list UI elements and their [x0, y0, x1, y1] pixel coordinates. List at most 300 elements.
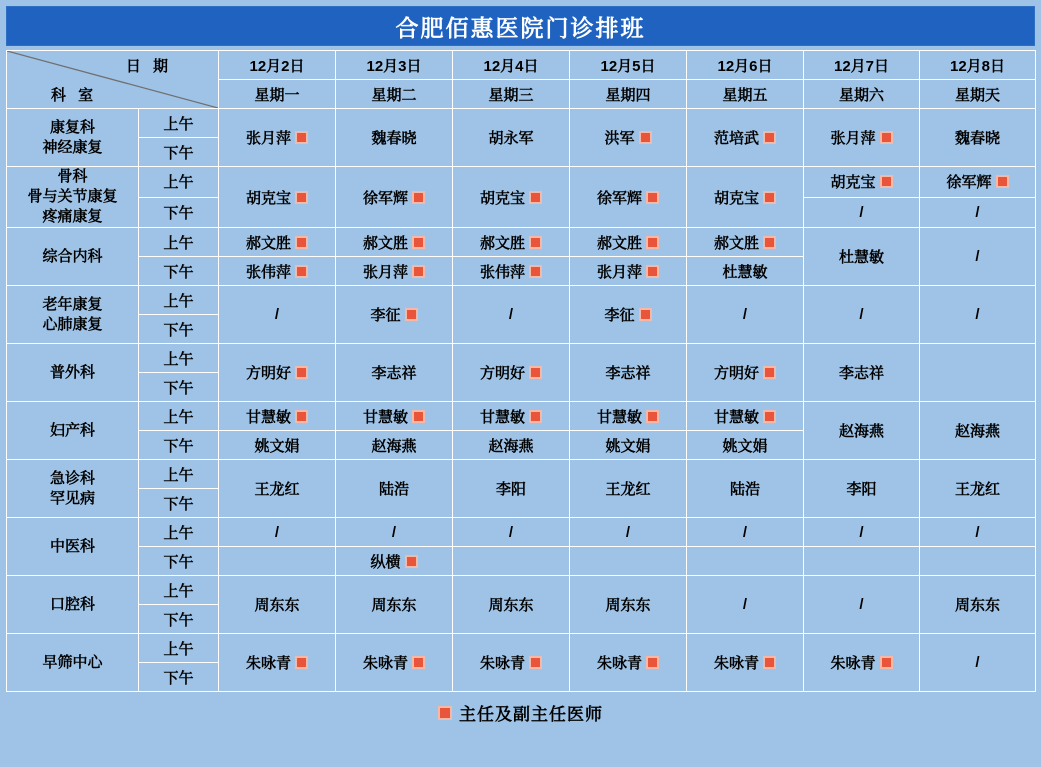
slot-6-6 — [920, 460, 1036, 518]
dept-line: 急诊科 — [49, 469, 95, 487]
table-row — [7, 109, 1036, 138]
doctor-name: 甘慧敏 — [245, 408, 291, 426]
slot-content — [254, 435, 299, 456]
shift-am-7: 上午 — [139, 518, 219, 547]
senior-doctor-dot-icon — [529, 191, 542, 204]
slot-content — [597, 406, 659, 427]
slot-pm-7-3 — [570, 547, 687, 576]
slot-content — [714, 127, 776, 148]
slot-2-6 — [920, 228, 1036, 286]
dept-line: 罕见病 — [49, 489, 95, 507]
doctor-name: 徐军辉 — [362, 189, 408, 207]
dept-line: 口腔科 — [49, 595, 95, 613]
slot-content: / — [274, 306, 280, 323]
doctor-name: 杜慧敏 — [722, 263, 768, 281]
doctor-name: 甘慧敏 — [713, 408, 759, 426]
doctor-name: 王龙红 — [954, 481, 1000, 498]
dept-label-4 — [7, 344, 139, 402]
col-date-4: 12月6日 — [687, 51, 804, 80]
doctor-name: 甘慧敏 — [479, 408, 525, 426]
slot-am-7-2 — [453, 518, 570, 547]
slot-8-0 — [219, 576, 336, 634]
slot-content — [363, 406, 425, 427]
slot-content — [604, 127, 651, 148]
senior-doctor-dot-icon — [529, 236, 542, 249]
header-row-date — [7, 51, 1036, 80]
doctor-name: 周东东 — [954, 597, 1000, 614]
slot-5-6 — [920, 402, 1036, 460]
slot-content — [246, 127, 308, 148]
shift-am-3: 上午 — [139, 286, 219, 315]
senior-doctor-dot-icon — [646, 236, 659, 249]
slot-content: / — [859, 596, 864, 613]
slot-content — [363, 652, 425, 673]
dept-label-6 — [7, 460, 139, 518]
slot-1-0 — [219, 167, 336, 228]
doctor-name: 赵海燕 — [838, 423, 884, 440]
slot-content — [846, 478, 876, 499]
doctor-name: 周东东 — [488, 597, 534, 614]
col-date-6: 12月8日 — [920, 51, 1036, 80]
slot-pm-2-2 — [453, 257, 570, 286]
corner-date-label: 日 期 — [125, 58, 172, 75]
slot-8-3 — [570, 576, 687, 634]
slot-content — [839, 246, 884, 267]
senior-doctor-dot-icon — [763, 236, 776, 249]
senior-doctor-dot-icon — [412, 656, 425, 669]
doctor-name: 杜慧敏 — [838, 249, 884, 266]
col-day-6: 星期天 — [920, 80, 1036, 109]
shift-pm-0: 下午 — [139, 138, 219, 167]
slot-content: / — [859, 306, 864, 323]
senior-doctor-dot-icon — [405, 308, 418, 321]
slot-content — [955, 478, 1000, 499]
slot-4-6 — [920, 344, 1036, 402]
col-date-5: 12月7日 — [804, 51, 920, 80]
slot-3-2 — [453, 286, 570, 344]
slot-content — [604, 304, 651, 325]
senior-doctor-dot-icon — [295, 410, 308, 423]
slot-9-2 — [453, 634, 570, 692]
shift-pm-1: 下午 — [139, 197, 219, 228]
slot-content — [946, 171, 1008, 192]
slot-pm-7-4 — [687, 547, 804, 576]
slot-3-1 — [336, 286, 453, 344]
doctor-name: 周东东 — [254, 597, 300, 614]
doctor-name: 郝文胜 — [713, 234, 759, 252]
slot-content — [605, 478, 650, 499]
doctor-name: 张月萍 — [596, 263, 642, 281]
slot-content — [714, 187, 776, 208]
slot-content — [597, 652, 659, 673]
col-date-2: 12月4日 — [453, 51, 570, 80]
slot-0-2 — [453, 109, 570, 167]
slot-am-7-0 — [219, 518, 336, 547]
slot-9-6 — [920, 634, 1036, 692]
slot-content — [480, 261, 542, 282]
doctor-name: 张月萍 — [245, 130, 291, 147]
dept-line: 妇产科 — [49, 421, 95, 439]
col-day-1: 星期二 — [336, 80, 453, 109]
table-row — [7, 402, 1036, 431]
doctor-name: 张月萍 — [362, 263, 408, 281]
slot-6-0 — [219, 460, 336, 518]
doctor-name: 徐军辉 — [596, 189, 642, 207]
slot-content — [371, 435, 416, 456]
slot-3-5 — [804, 286, 920, 344]
slot-9-4 — [687, 634, 804, 692]
slot-am-5-0 — [219, 402, 336, 431]
table-row — [7, 518, 1036, 547]
doctor-name: 魏春晓 — [954, 130, 1000, 147]
slot-content — [246, 187, 308, 208]
dept-label-3 — [7, 286, 139, 344]
slot-content — [488, 127, 533, 148]
doctor-name: 郝文胜 — [245, 234, 291, 252]
slot-content — [605, 594, 650, 615]
slot-pm-5-0 — [219, 431, 336, 460]
page-title: 合肥佰惠医院门诊排班 — [6, 6, 1035, 46]
slot-content: / — [508, 523, 514, 541]
slot-6-1 — [336, 460, 453, 518]
slot-6-4 — [687, 460, 804, 518]
doctor-name: 纵横 — [370, 553, 401, 571]
slot-am-7-4 — [687, 518, 804, 547]
slot-am-2-2 — [453, 228, 570, 257]
slot-4-2 — [453, 344, 570, 402]
slot-content — [246, 406, 308, 427]
slot-4-3 — [570, 344, 687, 402]
slot-content — [714, 652, 776, 673]
doctor-name: 周东东 — [605, 597, 651, 614]
doctor-name: 胡克宝 — [245, 189, 291, 207]
doctor-name: 张月萍 — [830, 130, 876, 147]
doctor-name: 朱咏青 — [245, 655, 291, 672]
slot-content — [714, 362, 776, 383]
slot-content — [830, 127, 892, 148]
shift-pm-2: 下午 — [139, 257, 219, 286]
slot-content — [955, 127, 1000, 148]
doctor-name: 朱咏青 — [713, 655, 759, 672]
slot-pm-5-2 — [453, 431, 570, 460]
slot-content — [246, 362, 308, 383]
table-row — [7, 547, 1036, 576]
senior-doctor-dot-icon — [412, 191, 425, 204]
slot-content — [830, 652, 892, 673]
doctor-name: 方明好 — [479, 365, 525, 382]
dept-line: 骨科 — [57, 168, 88, 185]
table-row — [7, 460, 1036, 489]
dept-line: 疼痛康复 — [42, 208, 103, 225]
schedule-table — [6, 50, 1036, 692]
slot-content — [605, 435, 650, 456]
slot-content: / — [859, 523, 864, 541]
slot-pm-1-6 — [920, 197, 1036, 228]
senior-doctor-dot-icon — [529, 410, 542, 423]
doctor-name: 陆浩 — [729, 481, 760, 498]
slot-0-1 — [336, 109, 453, 167]
slot-content — [722, 261, 767, 282]
slot-am-5-2 — [453, 402, 570, 431]
senior-doctor-dot-icon — [996, 175, 1009, 188]
slot-content: / — [742, 523, 748, 541]
slot-am-2-0 — [219, 228, 336, 257]
slot-8-6 — [920, 576, 1036, 634]
slot-content — [371, 362, 416, 383]
doctor-name: 李志祥 — [838, 365, 884, 382]
slot-am-1-5 — [804, 167, 920, 198]
doctor-name: 朱咏青 — [362, 655, 408, 672]
col-day-0: 星期一 — [219, 80, 336, 109]
slot-8-1 — [336, 576, 453, 634]
dept-label-5 — [7, 402, 139, 460]
doctor-name: 王龙红 — [605, 481, 651, 498]
col-day-3: 星期四 — [570, 80, 687, 109]
slot-5-5 — [804, 402, 920, 460]
slot-am-7-3 — [570, 518, 687, 547]
dept-label-1 — [7, 167, 139, 228]
slot-content — [597, 261, 659, 282]
corner-header — [7, 51, 219, 109]
doctor-name: 胡克宝 — [830, 174, 876, 192]
slot-content — [605, 362, 650, 383]
shift-am-8: 上午 — [139, 576, 219, 605]
slot-1-1 — [336, 167, 453, 228]
slot-content — [480, 232, 542, 253]
doctor-name: 甘慧敏 — [596, 408, 642, 426]
slot-am-2-3 — [570, 228, 687, 257]
slot-content — [955, 420, 1000, 441]
slot-8-2 — [453, 576, 570, 634]
senior-doctor-dot-icon — [412, 236, 425, 249]
slot-3-4 — [687, 286, 804, 344]
slot-4-1 — [336, 344, 453, 402]
slot-pm-7-6 — [920, 547, 1036, 576]
doctor-name: 朱咏青 — [830, 655, 876, 672]
slot-am-7-5 — [804, 518, 920, 547]
senior-doctor-dot-icon — [763, 656, 776, 669]
slot-content — [488, 435, 533, 456]
slot-content — [955, 594, 1000, 615]
dept-line: 普外科 — [49, 363, 95, 381]
shift-pm-4: 下午 — [139, 373, 219, 402]
slot-content — [488, 594, 533, 615]
senior-doctor-dot-icon — [646, 191, 659, 204]
dept-label-0 — [7, 109, 139, 167]
slot-9-5 — [804, 634, 920, 692]
doctor-name: 李阳 — [846, 481, 877, 498]
slot-content: / — [975, 523, 980, 541]
doctor-name: 胡克宝 — [713, 189, 759, 207]
slot-content — [371, 594, 416, 615]
slot-pm-2-4 — [687, 257, 804, 286]
shift-am-4: 上午 — [139, 344, 219, 373]
slot-1-4 — [687, 167, 804, 228]
slot-content — [371, 127, 416, 148]
doctor-name: 姚文娟 — [254, 437, 300, 455]
table-row — [7, 167, 1036, 198]
table-row — [7, 228, 1036, 257]
col-date-3: 12月5日 — [570, 51, 687, 80]
senior-doctor-dot-icon — [295, 366, 308, 379]
shift-am-5: 上午 — [139, 402, 219, 431]
doctor-name: 甘慧敏 — [362, 408, 408, 426]
slot-0-4 — [687, 109, 804, 167]
slot-content — [254, 594, 299, 615]
slot-content — [480, 652, 542, 673]
corner-dept-label: 科 室 — [51, 87, 98, 104]
doctor-name: 赵海燕 — [954, 423, 1000, 440]
senior-doctor-dot-icon — [295, 236, 308, 249]
table-row — [7, 576, 1036, 605]
slot-content: / — [274, 523, 280, 541]
senior-doctor-dot-icon — [529, 656, 542, 669]
slot-pm-7-5 — [804, 547, 920, 576]
senior-doctor-dot-icon — [412, 410, 425, 423]
slot-content — [830, 171, 892, 192]
dept-line: 老年康复 — [42, 295, 103, 313]
senior-doctor-dot-icon — [880, 131, 893, 144]
slot-content — [246, 232, 308, 253]
slot-content — [597, 232, 659, 253]
slot-3-6 — [920, 286, 1036, 344]
slot-0-0 — [219, 109, 336, 167]
legend-dot-icon — [438, 706, 452, 720]
doctor-name: 郝文胜 — [362, 234, 408, 252]
slot-content: / — [391, 523, 397, 541]
slot-4-5 — [804, 344, 920, 402]
slot-6-3 — [570, 460, 687, 518]
slot-0-3 — [570, 109, 687, 167]
slot-content — [246, 261, 308, 282]
shift-am-0: 上午 — [139, 109, 219, 138]
senior-doctor-dot-icon — [529, 366, 542, 379]
doctor-name: 李志祥 — [605, 365, 651, 382]
slot-9-0 — [219, 634, 336, 692]
doctor-name: 李征 — [370, 307, 401, 324]
senior-doctor-dot-icon — [295, 191, 308, 204]
senior-doctor-dot-icon — [763, 131, 776, 144]
slot-content — [839, 362, 884, 383]
senior-doctor-dot-icon — [639, 131, 652, 144]
col-day-2: 星期三 — [453, 80, 570, 109]
senior-doctor-dot-icon — [639, 308, 652, 321]
senior-doctor-dot-icon — [412, 265, 425, 278]
senior-doctor-dot-icon — [295, 265, 308, 278]
slot-am-7-6 — [920, 518, 1036, 547]
doctor-name: 朱咏青 — [479, 655, 525, 672]
doctor-name: 王龙红 — [254, 481, 300, 498]
slot-content — [363, 261, 425, 282]
shift-pm-5: 下午 — [139, 431, 219, 460]
slot-pm-5-1 — [336, 431, 453, 460]
slot-9-1 — [336, 634, 453, 692]
slot-pm-7-0 — [219, 547, 336, 576]
slot-2-5 — [804, 228, 920, 286]
slot-am-2-4 — [687, 228, 804, 257]
doctor-name: 洪军 — [604, 130, 635, 147]
dept-label-8 — [7, 576, 139, 634]
slot-content — [714, 232, 776, 253]
slot-1-2 — [453, 167, 570, 228]
slot-4-0 — [219, 344, 336, 402]
slot-content: / — [859, 203, 864, 221]
slot-8-4 — [687, 576, 804, 634]
slot-content: / — [975, 306, 980, 323]
dept-label-9 — [7, 634, 139, 692]
slot-content — [363, 232, 425, 253]
table-row — [7, 344, 1036, 373]
slot-pm-1-5 — [804, 197, 920, 228]
senior-doctor-dot-icon — [763, 191, 776, 204]
slot-content: / — [975, 654, 980, 671]
doctor-name: 郝文胜 — [596, 234, 642, 252]
slot-4-4 — [687, 344, 804, 402]
dept-line: 综合内科 — [42, 247, 103, 265]
senior-doctor-dot-icon — [880, 175, 893, 188]
shift-pm-8: 下午 — [139, 605, 219, 634]
slot-0-6 — [920, 109, 1036, 167]
slot-pm-5-4 — [687, 431, 804, 460]
slot-content — [363, 187, 425, 208]
slot-content — [839, 420, 884, 441]
table-row — [7, 286, 1036, 315]
slot-am-5-4 — [687, 402, 804, 431]
doctor-name: 徐军辉 — [946, 174, 992, 192]
dept-label-7 — [7, 518, 139, 576]
doctor-name: 方明好 — [713, 365, 759, 382]
shift-pm-9: 下午 — [139, 663, 219, 692]
slot-am-5-3 — [570, 402, 687, 431]
dept-line: 骨与关节康复 — [27, 188, 118, 205]
slot-am-1-6 — [920, 167, 1036, 198]
senior-doctor-dot-icon — [880, 656, 893, 669]
legend — [6, 700, 1035, 725]
doctor-name: 赵海燕 — [371, 437, 417, 455]
slot-content: / — [975, 248, 980, 265]
doctor-name: 李阳 — [495, 481, 526, 498]
dept-line: 早筛中心 — [42, 653, 103, 671]
slot-content — [254, 478, 299, 499]
dept-line: 中医科 — [49, 537, 95, 555]
senior-doctor-dot-icon — [646, 410, 659, 423]
slot-8-5 — [804, 576, 920, 634]
slot-content: / — [742, 596, 748, 613]
slot-pm-7-2 — [453, 547, 570, 576]
slot-content — [370, 304, 417, 325]
slot-3-3 — [570, 286, 687, 344]
col-date-1: 12月3日 — [336, 51, 453, 80]
legend-label: 主任及副主任医师 — [459, 705, 603, 724]
slot-content: / — [508, 306, 514, 323]
slot-content — [730, 478, 760, 499]
senior-doctor-dot-icon — [295, 131, 308, 144]
senior-doctor-dot-icon — [646, 656, 659, 669]
col-day-5: 星期六 — [804, 80, 920, 109]
slot-content — [496, 478, 526, 499]
doctor-name: 赵海燕 — [488, 437, 534, 455]
slot-content — [246, 652, 308, 673]
senior-doctor-dot-icon — [763, 410, 776, 423]
shift-am-2: 上午 — [139, 228, 219, 257]
slot-am-2-1 — [336, 228, 453, 257]
doctor-name: 郝文胜 — [479, 234, 525, 252]
slot-pm-2-3 — [570, 257, 687, 286]
doctor-name: 陆浩 — [378, 481, 409, 498]
slot-am-5-1 — [336, 402, 453, 431]
shift-pm-7: 下午 — [139, 547, 219, 576]
shift-pm-6: 下午 — [139, 489, 219, 518]
